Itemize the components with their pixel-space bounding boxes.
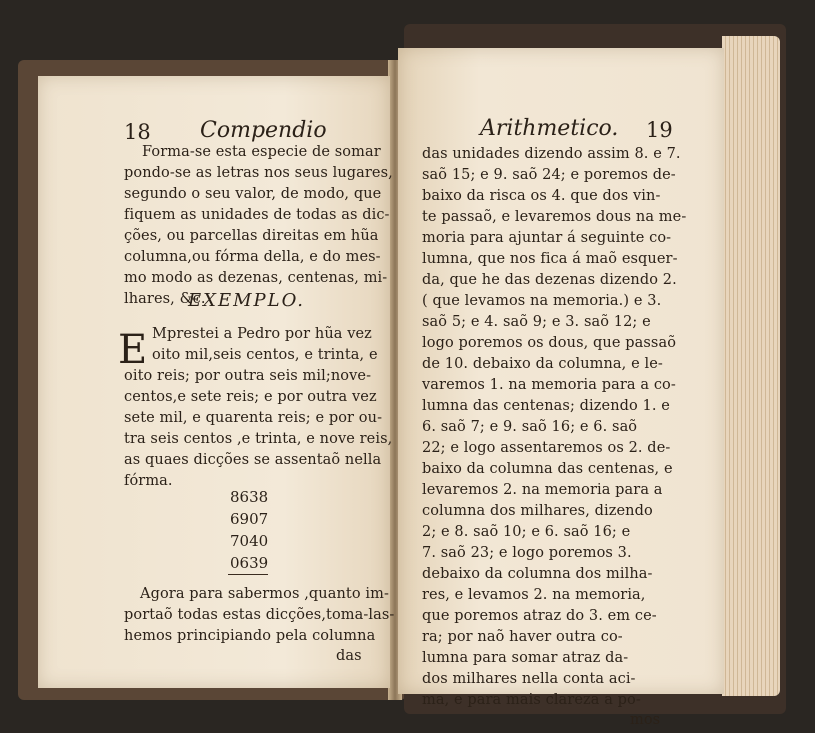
text-line: mo modo as dezenas, centenas, mi- bbox=[124, 270, 388, 286]
text-line: das unidades dizendo assim 8. e 7. bbox=[422, 146, 681, 162]
text-line: baixo da risca os 4. que dos vin- bbox=[422, 188, 661, 204]
text-line: fiquem as unidades de todas as dic- bbox=[124, 207, 390, 223]
text-line: lumna para somar atraz da- bbox=[422, 650, 629, 666]
addend-number: 7040 bbox=[230, 532, 269, 550]
text-line: 2; e 8. saõ 10; e 6. saõ 16; e bbox=[422, 524, 631, 540]
text-line: te passaõ, e levaremos dous na me- bbox=[422, 209, 687, 225]
text-line: tra seis centos ,e trinta, e nove reis, bbox=[124, 431, 393, 447]
text-line: lumna das centenas; dizendo 1. e bbox=[422, 398, 670, 414]
text-line: columna,ou fórma della, e do mes- bbox=[124, 249, 381, 265]
text-line: moria para ajuntar á seguinte co- bbox=[422, 230, 672, 246]
page-number: 18 bbox=[124, 120, 151, 144]
text-line: Agora para sabermos ,quanto im- bbox=[140, 586, 389, 602]
text-line: Forma-se esta especie de somar bbox=[142, 144, 381, 160]
text-line: pondo-se as letras nos seus lugares, bbox=[124, 165, 393, 181]
page-number: 19 bbox=[646, 118, 673, 142]
example-heading: EXEMPLO. bbox=[188, 290, 306, 311]
text-line: oito mil,seis centos, e trinta, e bbox=[152, 347, 378, 363]
text-line: 22; e logo assentaremos os 2. de- bbox=[422, 440, 671, 456]
addend-number: 8638 bbox=[230, 488, 269, 506]
text-line: ( que levamos na memoria.) e 3. bbox=[422, 293, 662, 309]
text-line: de 10. debaixo da columna, e le- bbox=[422, 356, 663, 372]
text-line: dos milhares nella conta aci- bbox=[422, 671, 636, 687]
text-line: que poremos atraz do 3. em ce- bbox=[422, 608, 657, 624]
text-line: ma, e para mais clareza a po- bbox=[422, 692, 641, 708]
text-line: saõ 5; e 4. saõ 9; e 3. saõ 12; e bbox=[422, 314, 651, 330]
text-line: fórma. bbox=[124, 473, 173, 489]
catchword: mos bbox=[630, 712, 661, 728]
text-line: logo poremos os dous, que passaõ bbox=[422, 335, 677, 351]
text-line: Mprestei a Pedro por hũa vez bbox=[152, 326, 372, 342]
addend-number: 6907 bbox=[230, 510, 269, 528]
right-page bbox=[398, 48, 724, 728]
text-line: saõ 15; e 9. saõ 24; e poremos de- bbox=[422, 167, 676, 183]
text-line: lumna, que nos fica á maõ esquer- bbox=[422, 251, 678, 267]
text-line: 7. saõ 23; e logo poremos 3. bbox=[422, 545, 632, 561]
text-line: lhares, &c. bbox=[124, 291, 206, 307]
text-line: as quaes dicções se assentaõ nella bbox=[124, 452, 382, 468]
text-line: baixo da columna das centenas, e bbox=[422, 461, 673, 477]
text-line: portaõ todas estas dicções,toma-las- bbox=[124, 607, 395, 623]
sum-rule bbox=[228, 574, 268, 575]
text-line: levaremos 2. na memoria para a bbox=[422, 482, 663, 498]
text-line: 6. saõ 7; e 9. saõ 16; e 6. saõ bbox=[422, 419, 638, 435]
drop-cap: E bbox=[118, 327, 148, 373]
text-line: varemos 1. na memoria para a co- bbox=[422, 377, 676, 393]
text-line: ções, ou parcellas direitas em hũa bbox=[124, 228, 379, 244]
text-line: centos,e sete reis; e por outra vez bbox=[124, 389, 377, 405]
left-page bbox=[38, 76, 395, 688]
text-line: oito reis; por outra seis mil;nove- bbox=[124, 368, 372, 384]
text-line: sete mil, e quarenta reis; e por ou- bbox=[124, 410, 383, 426]
text-line: ra; por naõ haver outra co- bbox=[422, 629, 623, 645]
text-line: da, que he das dezenas dizendo 2. bbox=[422, 272, 677, 288]
text-line: res, e levamos 2. na memoria, bbox=[422, 587, 646, 603]
text-line: segundo o seu valor, de modo, que bbox=[124, 186, 382, 202]
running-head: Arithmetico. bbox=[480, 116, 619, 141]
catchword: das bbox=[336, 648, 362, 664]
text-line: columna dos milhares, dizendo bbox=[422, 503, 653, 519]
text-line: hemos principiando pela columna bbox=[124, 628, 376, 644]
addend-number: 0639 bbox=[230, 554, 269, 572]
page-edges bbox=[722, 36, 780, 696]
running-head: Compendio bbox=[200, 118, 327, 143]
text-line: debaixo da columna dos milha- bbox=[422, 566, 653, 582]
